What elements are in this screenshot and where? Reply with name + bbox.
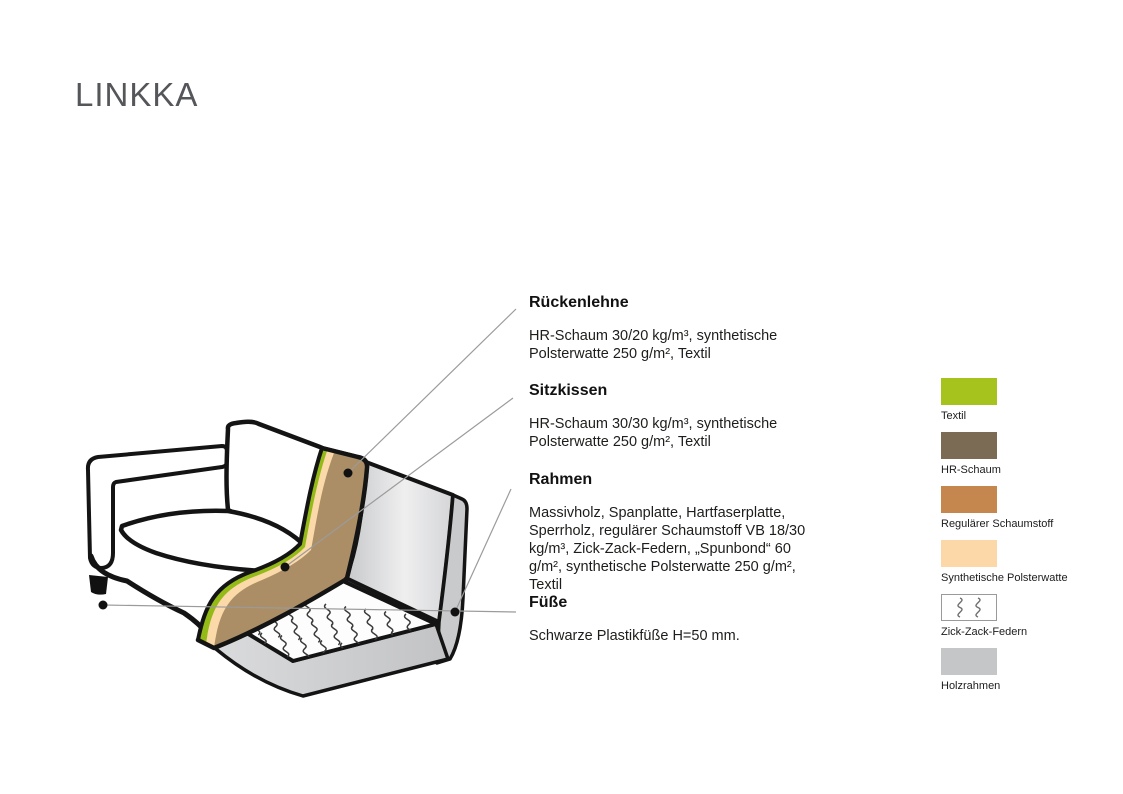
regulaerer-schaumstoff-swatch [941, 486, 997, 513]
section-sitzkissen [529, 382, 821, 451]
legend-item-textil [941, 378, 1071, 423]
legend-label: Holzrahmen [941, 680, 1001, 692]
legend-label: Textil [941, 410, 967, 422]
textil-swatch [941, 378, 997, 405]
section-heading: Sitzkissen [529, 382, 608, 399]
material-legend [941, 378, 1071, 702]
legend-item-hr-schaum [941, 432, 1071, 477]
section-rahmen [529, 471, 821, 594]
section-body: HR-Schaum 30/30 kg/m³, synthetische Polsterwatte 250 g/m², Textil [529, 416, 778, 450]
holzrahmen-swatch [941, 648, 997, 675]
body-bottom-edge [91, 556, 214, 644]
section-heading: Füße [529, 594, 568, 611]
spring-glyph-icon [942, 595, 996, 620]
synthetische-polsterwatte-swatch [941, 540, 997, 567]
page-title: LINKKA [75, 76, 199, 113]
section-body: Massivholz, Spanplatte, Hartfaserplatte, Sperrholz, regulärer Schaumstoff VB 18/30 kg/m³, Zick-Zack-Federn, „Spunbond“ 60 g/m², synthetische Polsterwatte 250 g/m², Textil [529, 505, 806, 593]
plastic-foot [89, 575, 108, 595]
section-fuesse [529, 594, 821, 645]
section-rueckenlehne [529, 294, 821, 363]
section-body: Schwarze Plastikfüße H=50 mm. [529, 628, 740, 644]
leader-rueckenlehne [348, 309, 516, 473]
section-heading: Rahmen [529, 471, 593, 488]
legend-label: HR-Schaum [941, 464, 1001, 476]
zick-zack-federn-swatch [941, 594, 997, 621]
legend-label: Regulärer Schaumstoff [941, 518, 1054, 530]
sofa-cutaway-illustration [60, 280, 530, 720]
hr-schaum-swatch [941, 432, 997, 459]
section-heading: Rückenlehne [529, 294, 629, 311]
legend-item-zick-zack-federn [941, 594, 1071, 639]
section-body: HR-Schaum 30/20 kg/m³, synthetische Polsterwatte 250 g/m², Textil [529, 328, 778, 362]
legend-item-regulaerer-schaumstoff [941, 486, 1071, 531]
legend-item-synthetische-polsterwatte [941, 540, 1071, 585]
legend-item-holzrahmen [941, 648, 1071, 693]
legend-label: Synthetische Polsterwatte [941, 572, 1068, 584]
legend-label: Zick-Zack-Federn [941, 626, 1028, 638]
